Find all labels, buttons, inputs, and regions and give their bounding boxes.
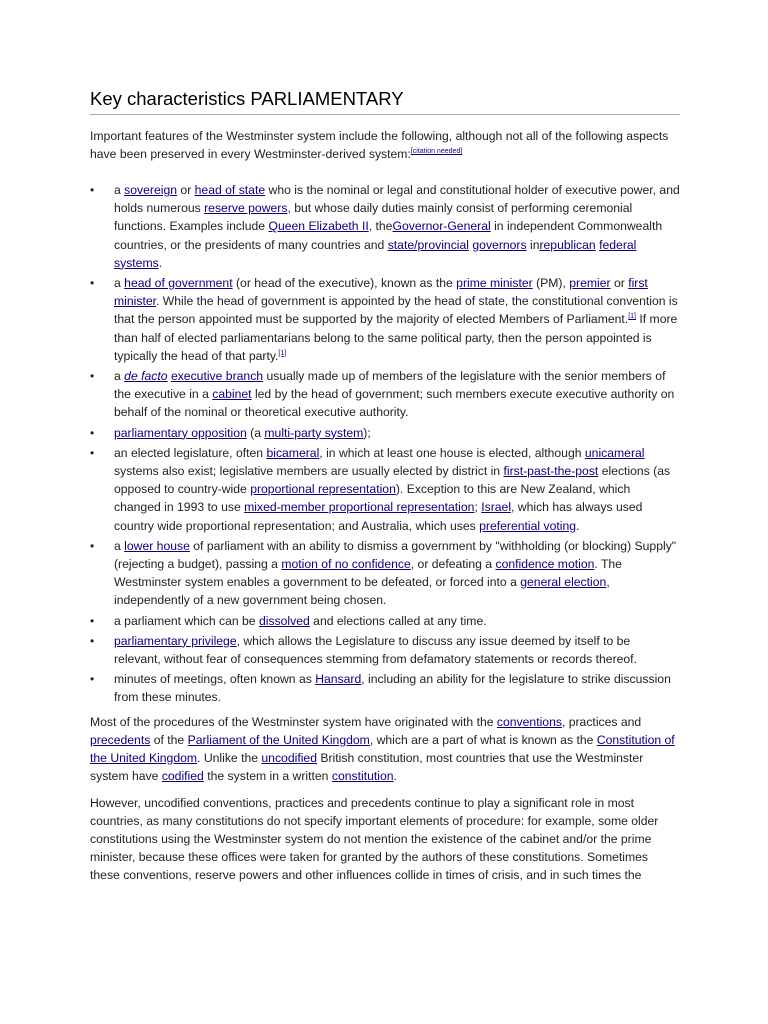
- uncodified-link[interactable]: uncodified: [261, 750, 317, 765]
- intro-text: Important features of the Westminster system include the following, although not all of the following aspects have been preserved in every Westminster-derived system:: [90, 129, 669, 161]
- executive-branch-link[interactable]: executive branch: [170, 369, 264, 384]
- state-provincial-link[interactable]: state/provincial: [387, 237, 469, 252]
- bullet: •: [90, 613, 95, 628]
- parliamentary-opposition-link[interactable]: parliamentary opposition: [114, 425, 247, 440]
- dissolved-link[interactable]: dissolved: [258, 613, 310, 628]
- constitution-link[interactable]: constitution: [331, 768, 394, 783]
- parliamentary-privilege-link[interactable]: parliamentary privilege: [114, 633, 237, 648]
- hansard-link[interactable]: Hansard: [315, 672, 362, 687]
- federal-systems-link[interactable]: federal systems: [114, 237, 637, 270]
- citation-needed-link[interactable]: [citation needed]: [410, 147, 463, 155]
- list-item: • an elected legislature, often bicameral, in which at least one house is elected, although unicameral systems also exist; legislative members are usually elected by district in first-past-the-post elections (as opposed to country-wide proportional representation). Exception to this are New Zealand, which changed in 1993 to use mixed-member proportional representation; Israel, which has always used country wide proportional representation; and Australia, which uses preferential voting.: [90, 445, 671, 533]
- bullet: •: [90, 276, 95, 291]
- bullet: •: [90, 538, 95, 553]
- general-election-link[interactable]: general election: [520, 575, 607, 590]
- cabinet-link[interactable]: cabinet: [212, 387, 252, 402]
- bullet: •: [90, 425, 95, 440]
- republican-link[interactable]: republican: [539, 237, 596, 252]
- list-item: • parliamentary privilege, which allows the Legislature to discuss any issue deemed by itself to be relevant, without fear of consequences stemming from defamatory statements or records thereof.: [90, 633, 637, 667]
- mixed-member-proportional-link[interactable]: mixed-member proportional representation: [244, 500, 475, 515]
- precedents-link[interactable]: precedents: [90, 732, 151, 747]
- reference-link[interactable]: [1]: [628, 313, 636, 321]
- governors-link[interactable]: governors: [472, 237, 527, 252]
- bullet: •: [90, 445, 95, 460]
- de-facto-text: de facto: [124, 369, 168, 384]
- head-of-government-link[interactable]: head of government: [124, 276, 233, 291]
- intro-paragraph: [90, 127, 680, 163]
- bullet: •: [90, 633, 95, 648]
- list-item: • a sovereign or head of state who is the nominal or legal and constitutional holder of executive power, and holds numerous reserve powers, but whose daily duties mainly consist of performing ceremonial functions. Examples include Queen Elizabeth II, theGovernor-General in independent Commonwealth countries, or the presidents of many countries and state/provincial governors inrepublican federal systems.: [90, 183, 680, 270]
- page-title: Key characteristics PARLIAMENTARY: [90, 86, 680, 115]
- confidence-motion-link[interactable]: confidence motion: [495, 557, 595, 572]
- first-past-the-post-link[interactable]: first-past-the-post: [503, 464, 599, 479]
- preferential-voting-link[interactable]: preferential voting: [479, 518, 577, 533]
- bullet: •: [90, 672, 95, 687]
- bullet: •: [90, 183, 95, 197]
- conventions-paragraph: However, uncodified conventions, practices and precedents continue to play a significant role in most countries, as many constitutions do not specify important elements of procedure: for example, some older constitutions using the Westminster system do not mention the existence of the cabinet and/or the prime minister, because these offices were taken for granted by the authors of these constitutions. Sometimes these conventions, reserve powers and other influences collide in times of crisis, and in such times the: [90, 795, 659, 882]
- lower-house-link[interactable]: lower house: [124, 538, 190, 553]
- head-of-state-link[interactable]: head of state: [194, 183, 266, 197]
- governor-general-link[interactable]: Governor-General: [392, 219, 491, 234]
- codified-link[interactable]: codified: [161, 768, 204, 783]
- list-item: • a de facto executive branch usually made up of members of the legislature with the senior members of the executive in a cabinet led by the head of government; such members execute executive authority on behalf of the nominal or theoretical executive authority.: [90, 369, 675, 420]
- conventions-link[interactable]: conventions: [496, 714, 562, 729]
- reserve-powers-link[interactable]: reserve powers: [204, 201, 288, 216]
- queen-elizabeth-link[interactable]: Queen Elizabeth II: [268, 219, 369, 234]
- constitution-uk-link[interactable]: Constitution of the United Kingdom: [90, 732, 675, 765]
- article: [90, 86, 680, 893]
- multi-party-system-link[interactable]: multi-party system: [264, 425, 364, 440]
- de-facto-link[interactable]: [124, 369, 167, 383]
- premier-link[interactable]: premier: [569, 276, 611, 291]
- list-item: • a head of government (or head of the executive), known as the prime minister (PM), premier or first minister. While the head of government is appointed by the head of state, the constitutional convention is that the person appointed must be supported by the majority of elected Members of Parliament.[1] If more than half of elected parliamentarians belong to the same political party, then the person appointed is typically the head of that party.[1]: [90, 276, 678, 363]
- israel-link[interactable]: Israel: [481, 500, 512, 515]
- procedures-paragraph: Most of the procedures of the Westminster system have originated with the conventions, practices and precedents of the Parliament of the United Kingdom, which are a part of what is known as the Constitution of the United Kingdom. Unlike the uncodified British constitution, most countries that use the Westminster system have codified the system in a written constitution.: [90, 714, 675, 783]
- first-minister-link[interactable]: first minister: [114, 276, 648, 309]
- features-list: [90, 181, 680, 707]
- reference-link[interactable]: [1]: [278, 349, 287, 357]
- motion-of-no-confidence-link[interactable]: motion of no confidence: [281, 557, 411, 572]
- sovereign-link[interactable]: sovereign: [124, 183, 178, 197]
- list-item: • minutes of meetings, often known as Hansard, including an ability for the legislature to strike discussion from these minutes.: [90, 672, 671, 705]
- proportional-representation-link[interactable]: proportional representation: [250, 482, 396, 497]
- parliament-uk-link[interactable]: Parliament of the United Kingdom: [187, 732, 370, 747]
- bicameral-link[interactable]: bicameral: [266, 445, 320, 460]
- prime-minister-link[interactable]: prime minister: [456, 276, 533, 291]
- bullet: •: [90, 369, 95, 384]
- list-item: • a lower house of parliament with an ability to dismiss a government by "withholding (or blocking) Supply" (rejecting a budget), passing a motion of no confidence, or defeating a confidence motion. The Westminster system enables a government to be defeated, or forced into a general election, independently of a new government being chosen.: [90, 538, 677, 608]
- list-item: • parliamentary opposition (a multi-party system);: [90, 424, 680, 442]
- unicameral-link[interactable]: unicameral: [584, 445, 645, 460]
- list-item: • a parliament which can be dissolved and elections called at any time.: [90, 612, 680, 630]
